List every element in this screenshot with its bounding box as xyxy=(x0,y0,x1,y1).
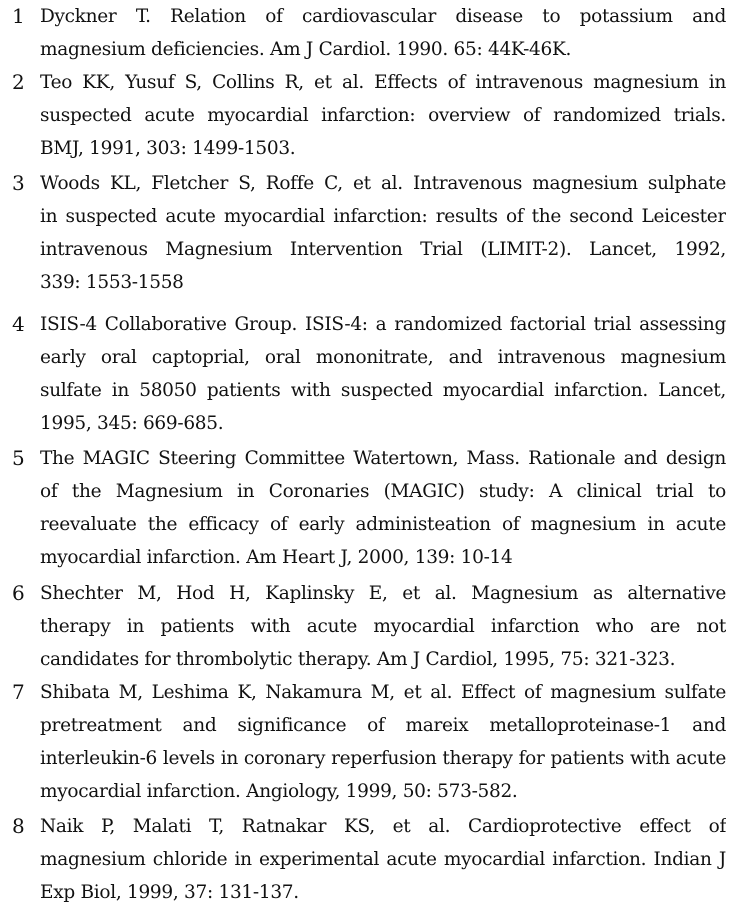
reference-line: candidates for thrombolytic therapy. Am J Cardiol, 1995, 75: 321-323. xyxy=(40,649,676,670)
reference-line: ISIS-4 Collaborative Group. ISIS-4: a randomized factorial trial assessing xyxy=(40,314,726,335)
reference-line: magnesium chloride in experimental acute myocardial infarction. Indian J xyxy=(40,849,726,870)
reference-line: BMJ, 1991, 303: 1499-1503. xyxy=(40,138,296,159)
reference-line: magnesium deficiencies. Am J Cardiol. 1990. 65: 44K-46K. xyxy=(40,39,572,60)
reference-number: 3 xyxy=(12,171,25,195)
reference-number: 1 xyxy=(12,4,25,28)
reference-text xyxy=(40,577,726,676)
reference-line: therapy in patients with acute myocardial infarction who are not xyxy=(40,616,726,637)
reference-text xyxy=(40,66,726,165)
reference-line: suspected acute myocardial infarction: overview of randomized trials. xyxy=(40,105,726,126)
reference-number: 2 xyxy=(12,70,25,94)
reference-line: Naik P, Malati T, Ratnakar KS, et al. Cardioprotective effect of xyxy=(40,816,726,837)
reference-line: 1995, 345: 669-685. xyxy=(40,413,224,434)
reference-number: 7 xyxy=(12,680,25,704)
reference-text xyxy=(40,167,726,299)
reference-number: 4 xyxy=(12,312,25,336)
reference-line: Shechter M, Hod H, Kaplinsky E, et al. Magnesium as alternative xyxy=(40,583,726,604)
reference-line: myocardial infarction. Angiology, 1999, 50: 573-582. xyxy=(40,781,518,802)
reference-text xyxy=(40,810,726,909)
reference-line: reevaluate the efficacy of early administeation of magnesium in acute xyxy=(40,514,726,535)
reference-number: 8 xyxy=(12,814,25,838)
reference-line: Exp Biol, 1999, 37: 131-137. xyxy=(40,882,299,903)
reference-line: sulfate in 58050 patients with suspected myocardial infarction. Lancet, xyxy=(40,380,726,401)
reference-line: 339: 1553-1558 xyxy=(40,272,184,293)
reference-text xyxy=(40,0,726,66)
reference-line: myocardial infarction. Am Heart J, 2000, 139: 10-14 xyxy=(40,547,513,568)
reference-text xyxy=(40,442,726,574)
reference-line: of the Magnesium in Coronaries (MAGIC) study: A clinical trial to xyxy=(40,481,726,502)
reference-text xyxy=(40,308,726,440)
reference-line: Dyckner T. Relation of cardiovascular disease to potassium and xyxy=(40,6,726,27)
reference-line: Teo KK, Yusuf S, Collins R, et al. Effects of intravenous magnesium in xyxy=(40,72,726,93)
reference-number: 6 xyxy=(12,581,25,605)
reference-line: intravenous Magnesium Intervention Trial (LIMIT-2). Lancet, 1992, xyxy=(40,239,726,260)
reference-line: The MAGIC Steering Committee Watertown, Mass. Rationale and design xyxy=(40,448,726,469)
reference-line: Woods KL, Fletcher S, Roffe C, et al. Intravenous magnesium sulphate xyxy=(40,173,726,194)
reference-text xyxy=(40,676,726,808)
reference-line: in suspected acute myocardial infarction: results of the second Leicester xyxy=(40,206,726,227)
reference-number: 5 xyxy=(12,446,25,470)
reference-line: Shibata M, Leshima K, Nakamura M, et al. Effect of magnesium sulfate xyxy=(40,682,726,703)
reference-line: interleukin-6 levels in coronary reperfusion therapy for patients with acute xyxy=(40,748,726,769)
reference-line: pretreatment and significance of mareix metalloproteinase-1 and xyxy=(40,715,726,736)
reference-line: early oral captoprial, oral mononitrate, and intravenous magnesium xyxy=(40,347,726,368)
